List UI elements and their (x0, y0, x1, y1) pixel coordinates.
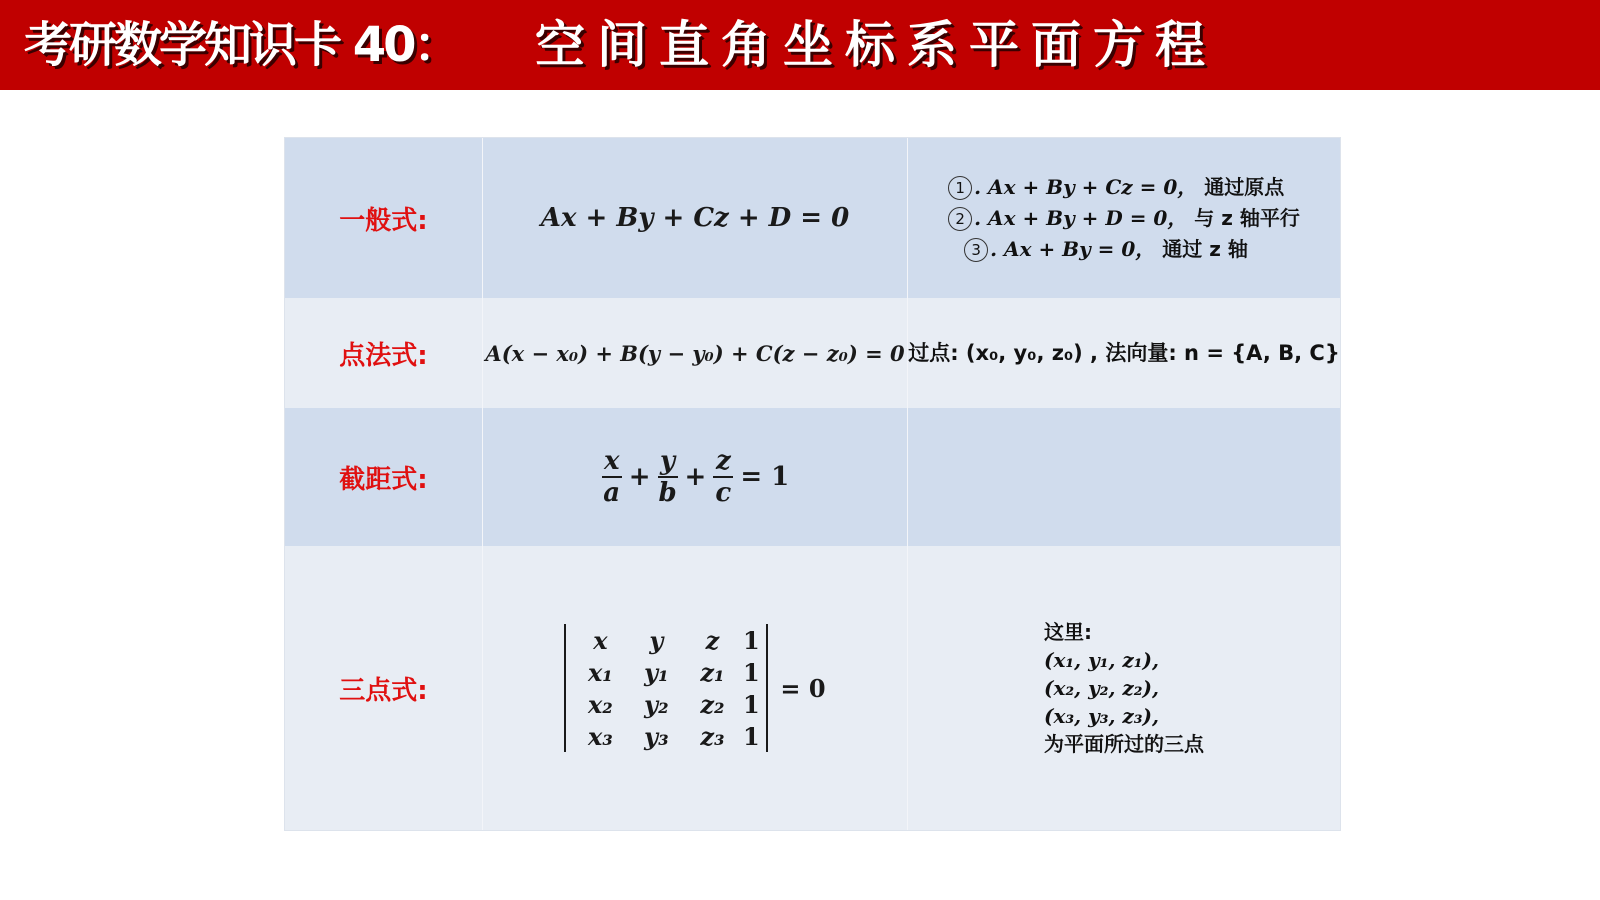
label-three-point-form: 三点式: (339, 675, 428, 706)
label-point-normal-form: 点法式: (339, 340, 428, 371)
note-item: 1 . Ax + By + Cz = 0， 通过原点 (948, 172, 1300, 203)
header-banner (0, 0, 1600, 90)
matrix-row: x₁ y₁ z₁ 1 (587, 657, 760, 687)
row-three-point-form (285, 546, 1340, 830)
three-point-note: 这里: (x₁, y₁, z₁), (x₂, y₂, z₂), (x₃, y₃, z₃), 为平面所过的三点 (1044, 620, 1204, 756)
determinant (564, 624, 768, 752)
series-label: 考研数学知识卡 40： (24, 17, 459, 73)
point-normal-note: 过点: (x₀, y₀, z₀) , 法向量: n = {A, B, C} (908, 340, 1340, 365)
label-intercept-form: 截距式: (339, 464, 428, 495)
fraction: $\frac{z}{c}$ (713, 446, 733, 508)
formula-general: Ax + By + Cz + D = 0 (540, 203, 850, 233)
formula-point-normal: A(x − x₀) + B(y − y₀) + C(z − z₀) = 0 (485, 340, 905, 366)
formula-table (285, 138, 1340, 830)
equals-zero: = 0 (780, 673, 826, 703)
fraction: $\frac{y}{b}$ (658, 446, 677, 508)
label-general-form: 一般式: (339, 205, 428, 236)
circled-number: 1 (948, 176, 972, 200)
page-title: 空间直角坐标系平面方程 (535, 16, 1217, 74)
matrix-row: x y z 1 (593, 625, 760, 655)
formula-three-point (564, 624, 825, 752)
row-general-form (285, 138, 1340, 298)
formula-intercept: $\frac{x}{a}$ + $\frac{y}{b}$ + $\frac{z}{c}$ = 1 (603, 446, 790, 508)
note-item: 3 . Ax + By = 0， 通过 z 轴 (964, 234, 1300, 265)
note-item: 2 . Ax + By + D = 0， 与 z 轴平行 (948, 203, 1300, 234)
row-point-normal-form (285, 298, 1340, 408)
general-notes (948, 172, 1300, 265)
fraction: $\frac{x}{a}$ (603, 446, 621, 508)
circled-number: 3 (964, 238, 988, 262)
matrix-row: x₂ y₂ z₂ 1 (587, 689, 760, 719)
circled-number: 2 (948, 207, 972, 231)
matrix-row: x₃ y₃ z₃ 1 (587, 721, 760, 751)
row-intercept-form (285, 408, 1340, 546)
